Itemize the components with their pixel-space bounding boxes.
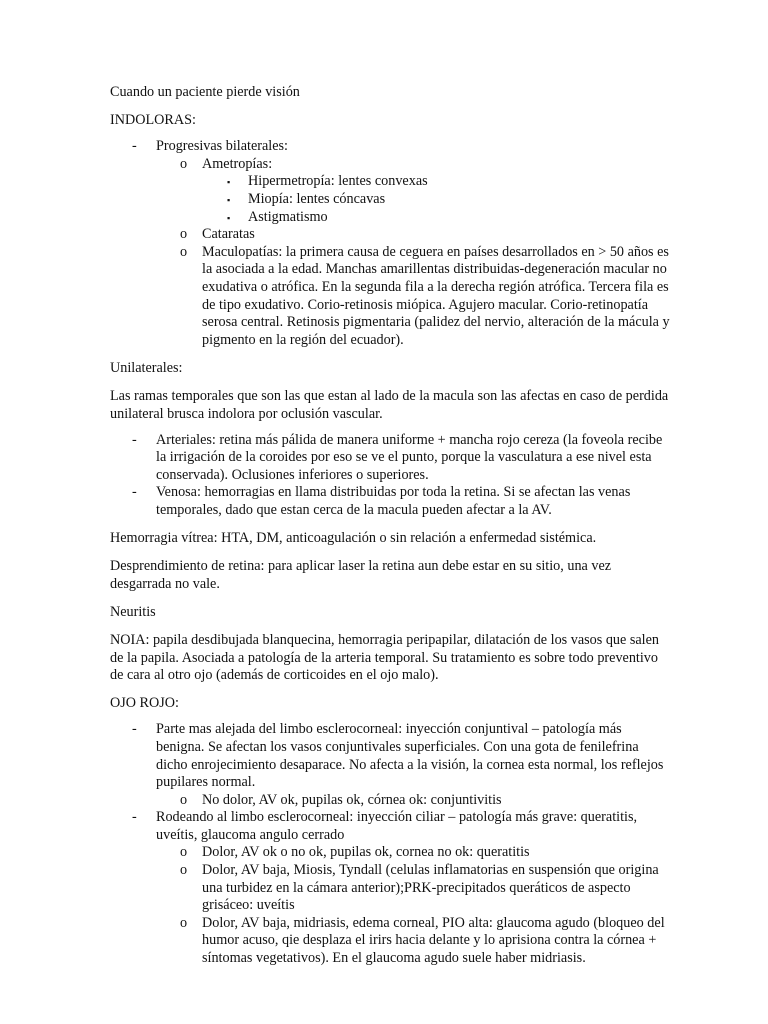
section-heading-ojo-rojo: OJO ROJO: [110,695,179,712]
circle-bullet: o [180,791,188,808]
ojo-rojo-list [110,721,670,967]
arteriales-text: Arteriales: retina más pálida de manera uniforme + mancha rojo cereza (la foveola recibe la irrigación de la coroides por eso se ve el punto, porque la vasculatura a ese nivel esta conservada). Oclusiones inferiores o superiores. [156,431,663,483]
list-item [156,156,670,226]
list-item [156,844,670,862]
uveitis-text: Dolor, AV baja, Miosis, Tyndall (celulas inflamatorias en suspensión que origina una turbidez en la cámara anterior);PRK-precipitados queráticos de aspecto grisáceo: uveítis [202,862,659,914]
queratitis-text: Dolor, AV ok o no ok, pupilas ok, cornea no ok: queratitis [202,844,530,861]
circle-bullet: o [180,844,188,861]
list-item [156,862,670,915]
list-item [110,484,670,519]
dash-bullet: - [132,484,137,501]
ramas-paragraph: Las ramas temporales que son las que estan al lado de la macula son las afectas en caso de perdida unilateral brusca indolora por oclusión vascular. [110,387,669,422]
document-page [110,84,670,978]
list-item [156,915,670,968]
noia-paragraph: NOIA: papila desdibujada blanquecina, hemorragia peripapilar, dilatación de los vasos que salen de la papila. Asociada a patología de la arteria temporal. Su tratamiento es sobre todo preventivo de cara al otro ojo (además de corticoides en el ojo malo). [110,631,660,684]
cataratas-text: Cataratas [202,226,255,243]
circle-bullet: o [180,155,188,172]
list-item [202,173,670,191]
astigmatismo-text: Astigmatismo [248,208,328,225]
progresivas-sublist [156,156,670,350]
circle-bullet: o [180,914,188,931]
parte-sublist [156,792,670,810]
miopia-text: Miopía: lentes cóncavas [248,190,386,207]
dash-bullet: - [132,138,137,155]
rodeando-sublist [156,844,670,967]
rodeando-text: Rodeando al limbo esclerocorneal: inyección ciliar – patología más grave: queratitis, uveítis, glaucoma angulo cerrado [156,809,638,843]
list-item [156,226,670,244]
dash-bullet: - [132,721,137,738]
ametropias-text: Ametropías: [202,155,273,172]
venosa-text: Venosa: hemorragias en llama distribuidas por toda la retina. Si se afectan las venas temporales, dado que estan cerca de la macula pueden afectar a la AV. [156,484,631,518]
indoloras-list [110,138,670,349]
section-heading-unilaterales: Unilaterales: [110,359,183,376]
square-bullet: ▪ [227,177,231,188]
document-title: Cuando un paciente pierde visión [110,84,300,100]
square-bullet: ▪ [227,194,231,205]
hemorragia-paragraph: Hemorragia vítrea: HTA, DM, anticoagulación o sin relación a enfermedad sistémica. [110,530,597,547]
list-item [156,792,670,810]
neuritis-paragraph: Neuritis [110,603,156,620]
glaucoma-text: Dolor, AV baja, midriasis, edema corneal, PIO alta: glaucoma agudo (bloqueo del humor acuso, qie desplaza el irirs hacia delante y lo aprisiona contra la córnea + síntomas vegetativos). En el glaucoma agudo suele haber midriasis. [202,914,665,967]
section-heading-indoloras: INDOLORAS: [110,112,196,129]
list-item [110,138,670,349]
progresivas-text: Progresivas bilaterales: [156,138,288,155]
list-item [156,244,670,350]
square-bullet: ▪ [227,212,231,223]
conjuntivitis-text: No dolor, AV ok, pupilas ok, córnea ok: conjuntivitis [202,791,502,808]
maculopatias-text: Maculopatías: la primera causa de ceguera en países desarrollados en > 50 años es la asociada a la edad. Manchas amarillentas distribuidas-degeneración macular no exudativa o atrófica. En la segunda fila a la derecha región atrófica. Tercera fila es de tipo exudativo. Corio-retinosis miópica. Agujero macular. Corio-retinopatía serosa central. Retinosis pigmentaria (palidez del nervio, alteración de la mácula y pigmento en la región del ecuador). [202,243,670,348]
list-item [110,809,670,967]
hipermetropia-text: Hipermetropía: lentes convexas [248,173,428,190]
parte-text: Parte mas alejada del limbo esclerocorneal: inyección conjuntival – patología más benigna. Se afectan los vasos conjuntivales superficiales. Con una gota de fenilefrina dicho enrojecimiento desaparace. No afecta a la visión, la cornea esta normal, los reflejos pupilares normal. [156,721,664,791]
list-item [202,191,670,209]
list-item [202,209,670,227]
circle-bullet: o [180,862,188,879]
desprendimiento-paragraph: Desprendimiento de retina: para aplicar laser la retina aun debe estar en su sitio, una vez desgarrada no vale. [110,558,612,592]
ametropias-sublist [202,173,670,226]
list-item [110,721,670,809]
circle-bullet: o [180,243,188,260]
dash-bullet: - [132,431,137,448]
unilaterales-list [110,432,670,520]
list-item [110,432,670,485]
circle-bullet: o [180,226,188,243]
dash-bullet: - [132,809,137,826]
